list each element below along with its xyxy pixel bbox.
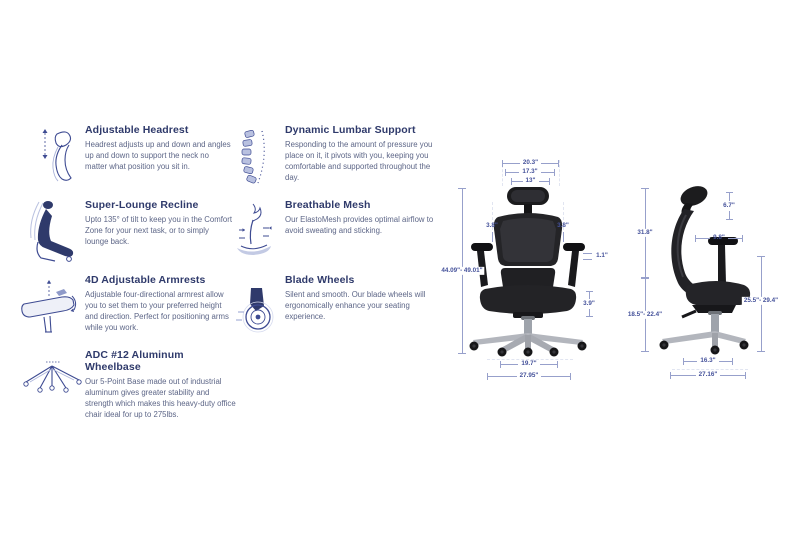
lumbar-icon bbox=[238, 127, 272, 192]
dimension-guide bbox=[672, 369, 748, 370]
front-dim-base-clearance: 3.9" bbox=[581, 291, 597, 317]
side-view-chair-illustration bbox=[652, 185, 752, 355]
dimension-guide bbox=[559, 160, 560, 186]
feature-super-lounge-recline bbox=[85, 199, 233, 247]
front-dim-inner-width: 13" bbox=[511, 177, 550, 186]
front-dim-outer-width: 20.3" bbox=[502, 159, 559, 168]
front-dim-armrest-pad: 1.1" bbox=[596, 251, 608, 259]
feature-title: ADC #12 Aluminum Wheelbase bbox=[85, 349, 184, 373]
feature-title: Adjustable Headrest bbox=[85, 124, 189, 136]
headrest-icon bbox=[37, 125, 77, 190]
recline-icon bbox=[25, 198, 79, 269]
dimension-diagram bbox=[440, 140, 800, 395]
feature-title: Breathable Mesh bbox=[285, 199, 371, 211]
front-dim-base-inner-width: 19.7" bbox=[500, 360, 558, 369]
side-dim-headrest-height: 6.7" bbox=[721, 192, 737, 220]
wheelbase-icon bbox=[22, 356, 82, 405]
feature-blade-wheels bbox=[285, 274, 435, 322]
feature-description: Adjustable four-directional armrest allow you to set them to your preferred height and direction. Perfect for positioning arms while you work. bbox=[85, 290, 229, 333]
front-dim-side-right: 3.8" bbox=[557, 221, 569, 229]
dimension-tick bbox=[492, 232, 493, 242]
front-dim-overall-height: 44.09"- 49.01" bbox=[441, 266, 483, 274]
front-dim-base-outer-width: 27.95" bbox=[487, 372, 571, 381]
dimension-tick bbox=[583, 253, 592, 254]
feature-title: Blade Wheels bbox=[285, 274, 355, 286]
feature-title: Dynamic Lumbar Support bbox=[285, 124, 416, 136]
feature-description: Silent and smooth. Our blade wheels will ergonomically enhance your seating experience. bbox=[285, 290, 426, 322]
feature-title: 4D Adjustable Armrests bbox=[85, 274, 206, 286]
side-dim-back-height: 31.8" bbox=[637, 228, 653, 236]
wheel-icon bbox=[236, 286, 278, 339]
feature-description: Our 5-Point Base made out of industrial aluminum gives greater stability and strength which makes this heavy-duty office chair ideal for up to 275lbs. bbox=[85, 377, 236, 420]
feature-breathable-mesh bbox=[285, 199, 437, 236]
side-dim-armrest-height: 25.5"- 29.4" bbox=[743, 296, 779, 304]
side-dim-back-depth: 9.8" bbox=[695, 234, 743, 243]
feature-description: Our ElastoMesh provides optimal airflow to avoid sweating and sticking. bbox=[285, 215, 434, 236]
feature-description: Responding to the amount of pressure you place on it, it pivots with you, keeping you comfortable and supported throughout the day. bbox=[285, 140, 433, 183]
feature-adjustable-headrest bbox=[85, 124, 233, 172]
front-dim-side-left: 3.8" bbox=[486, 221, 498, 229]
dimension-tick bbox=[583, 259, 592, 260]
feature-4d-adjustable-armrests bbox=[85, 274, 235, 333]
side-dim-seat-height: 18.5"- 22.4" bbox=[627, 310, 663, 318]
feature-description: Headrest adjusts up and down and angles up and down to support the neck no matter what position you sit in. bbox=[85, 140, 231, 172]
feature-dynamic-lumbar-support bbox=[285, 124, 437, 183]
dimension-tick bbox=[563, 232, 564, 242]
mesh-icon bbox=[235, 202, 275, 265]
feature-adc-aluminum-wheelbase bbox=[85, 349, 237, 420]
side-dim-base-inner-depth: 16.3" bbox=[683, 357, 733, 366]
side-dim-base-outer-depth: 27.16" bbox=[670, 371, 746, 380]
armrest-icon bbox=[18, 280, 82, 341]
front-dim-mid-width: 17.3" bbox=[505, 168, 555, 177]
feature-title: Super-Lounge Recline bbox=[85, 199, 199, 211]
feature-description: Upto 135° of tilt to keep you in the Comfort Zone for your next task, or to simply lounge back. bbox=[85, 215, 233, 247]
